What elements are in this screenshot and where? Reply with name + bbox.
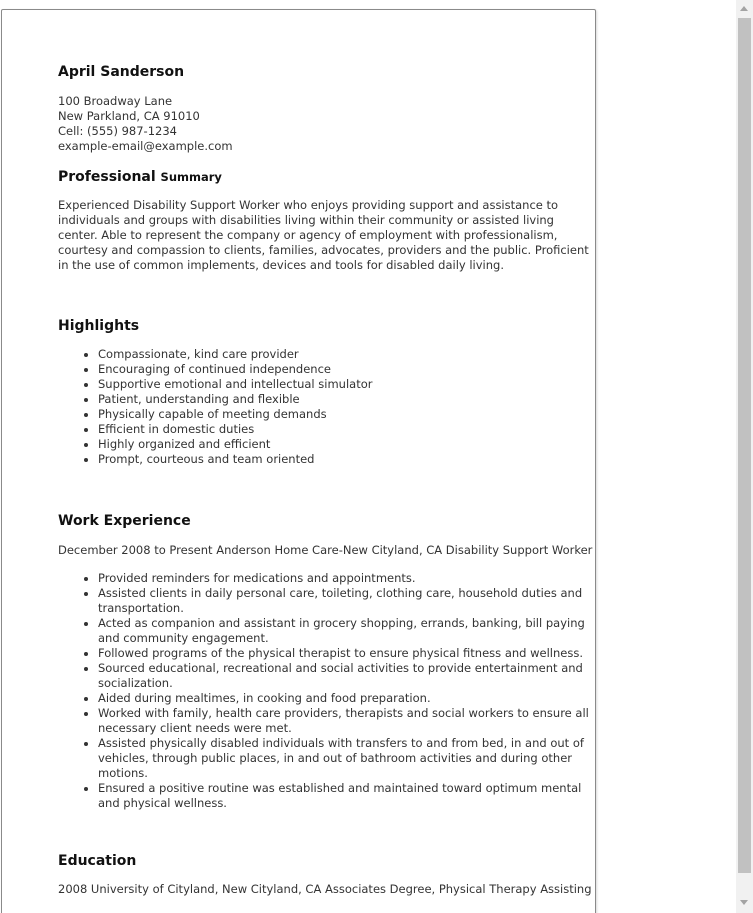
work-duty-item: • Ensured a positive routine was established and maintained toward optimum mental and physical wellness. [98,781,593,811]
resume-content [58,64,593,897]
work-duty-item: • Provided reminders for medications and appointments. [98,571,593,586]
work-duty-item: • Assisted clients in daily personal care, toileting, clothing care, household duties and transportation. [98,586,593,616]
highlight-item: • Encouraging of continued independence [98,362,593,377]
highlight-item: • Patient, understanding and flexible [98,392,593,407]
work-heading: Work Experience [58,513,191,529]
highlight-item: • Supportive emotional and intellectual simulator [98,377,593,392]
resume-name: April Sanderson [58,64,185,80]
scrollbar-thumb[interactable] [738,18,751,873]
job-line: December 2008 to Present Anderson Home Care-New Cityland, CA Disability Support Worker [58,543,593,557]
work-duty-item: • Aided during mealtimes, in cooking and food preparation. [98,691,593,706]
contact-city: New Parkland, CA 91010 [58,109,200,123]
summary-heading-small: Summary [160,170,222,184]
highlights-list [58,347,593,467]
vertical-scrollbar[interactable] [736,0,753,913]
work-duty-item: • Acted as companion and assistant in grocery shopping, errands, banking, bill paying and community engagement. [98,616,593,646]
education-heading: Education [58,853,137,869]
education-line: 2008 University of Cityland, New Cityland, CA Associates Degree, Physical Therapy Assisting [58,882,592,896]
work-duty-item: • Assisted physically disabled individuals with transfers to and from bed, in and out of vehicles, through public places, in and out of bathroom activities and during other motions. [98,736,593,781]
contact-block [58,94,593,154]
summary-text: Experienced Disability Support Worker who enjoys providing support and assistance to individuals and groups with disabilities living within their community or assisted living center. Able to represent the company or agency of employment with professionalism, courtesy and compassion to clients, families, advocates, providers and the public. Proficient in the use of common implements, devices and tools for disabled daily living. [58,198,589,272]
highlight-item: • Highly organized and efficient [98,437,593,452]
summary-heading [58,169,593,185]
summary-heading-main: Professional [58,169,156,185]
highlight-item: • Efficient in domestic duties [98,422,593,437]
contact-address: 100 Broadway Lane [58,94,173,108]
work-duty-item: • Sourced educational, recreational and social activities to provide entertainment and socialization. [98,661,593,691]
scroll-up-arrow-icon[interactable] [740,6,748,11]
work-duty-item: • Worked with family, health care providers, therapists and social workers to ensure all necessary client needs were met. [98,706,593,736]
highlight-item: • Compassionate, kind care provider [98,347,593,362]
contact-email: example-email@example.com [58,139,233,153]
highlights-heading: Highlights [58,318,140,334]
highlight-item: • Prompt, courteous and team oriented [98,452,593,467]
work-duties-list [58,571,593,811]
scroll-down-arrow-icon[interactable] [740,900,748,905]
work-duty-item: • Followed programs of the physical therapist to ensure physical fitness and wellness. [98,646,593,661]
contact-cell: Cell: (555) 987-1234 [58,124,177,138]
resume-page [1,9,596,913]
highlight-item: • Physically capable of meeting demands [98,407,593,422]
